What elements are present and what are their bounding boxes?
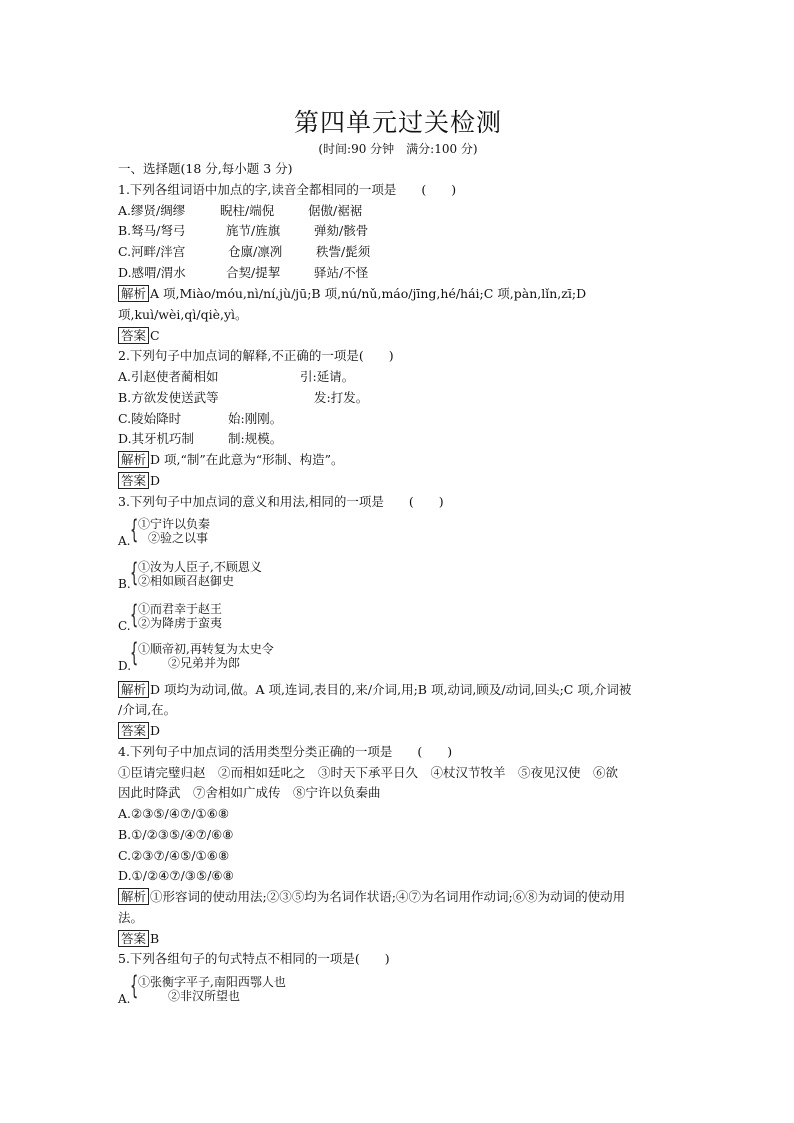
q4-analysis: 解析 ①形容词的使动用法;②③⑤均为名词作状语;④⑦为名词用作动词;⑥⑧为动词的使动用 — [118, 888, 625, 906]
q3-analysis: 解析 D 项均为动词,做。A 项,连词,表目的,来/介词,用;B 项,动词,顾及/动词,回头;C 项,介词被 — [118, 681, 631, 699]
answer-tag: 答案 — [118, 930, 149, 947]
q3-option-c: { C. ①而君幸于赵王 ②为降虏于蛮夷 — [118, 600, 223, 633]
answer-tag: 答案 — [118, 472, 149, 489]
brace-icon: { — [130, 600, 139, 630]
q5-stem: 5.下列各组句子的句式特点不相同的一项是( ) — [118, 951, 390, 966]
q1-analysis: 解析 A 项,Miào/móu,nì/ní,jù/jū;B 项,nú/nǔ,máo/jīng,hé/hái;C 项,pàn,lǐn,zī;D — [118, 285, 586, 303]
analysis-tag: 解析 — [118, 451, 149, 468]
q3-option-b: { B. ①汝为人臣子,不顾恩义 ②相如顾召赵御史 — [118, 558, 262, 591]
q4-analysis-cont: 法。 — [118, 910, 144, 925]
document-page: 第四单元过关检测 (时间:90 分钟 满分:100 分) 一、选择题(18 分,每小题 3 分) 1.下列各组词语中加点的字,读音全都相同的一项是 ( ) A.缪贤/绸缪 睨柱/端倪 倨傲/裾裾 B.驽马/弩弓 旄节/旌旗 弹劾/骸骨 C.河畔/泮宫 仓廪/凛冽 秩訾/髭须 D.感喟/渭水 合契/提挈 驿站/不怪 解析 A 项,Miào/móu,nì/ní,jù/jū;B 项,nú/nǔ,máo/jīng,hé/hái;C 项,pàn,lǐn,zī;D 项,kuì/wèi,qì/qiè,yì。 答案 C 2.下列句子中加点词的解释,不正确的一项是( ) A.引赵使者蔺相如 引:延请。 B.方欲发使送武等 发:打发。 C.陵始降时 始:刚刚。 D.其牙机巧制 制:规模。 解析 D 项,“制”在此意为“形制、构造”。 答案 D 3.下列句子中加点词的意义和用法,相同的一项是 ( ) { A. ①宁许以负秦 ②验之以事 { B. ①汝为人臣子,不顾恩义 ②相如顾召赵御史 { C. ①而君幸于赵王 ②为降虏于蛮夷 { D. ①顺帝初,再转复为太史令 ②兄弟并为郎 解析 D 项均为动词,做。A 项,连词,表目的,来/介词,用;B 项,动词,顾及/动词,回头;C 项,介词被 /介词,在。 答案 D 4.下列句子中加点词的活用类型分类正确的一项是 ( ) ①臣请完璧归赵 ②而相如廷叱之 ③时天下承平日久 ④杖汉节牧羊 ⑤夜见汉使 ⑥欲 因此时降武 ⑦舍相如广成传 ⑧宁许以负秦曲 A.②③⑤/④⑦/①⑥⑧ B.①/②③⑤/④⑦/⑥⑧ C.②③⑦/④⑤/①⑥⑧ D.①/②④⑦/③⑤/⑥⑧ 解析 ①形容词的使动用法;②③⑤均为名词作状语;④⑦为名词用作动词;⑥⑧为动词的使动用 法。 答案 B 5.下列各组句子的句式特点不相同的一项是( ) { A. ①张衡字平子,南阳西鄂人也 ②非汉所望也 — [118, 0, 678, 1123]
q1-answer: 答案 C — [118, 327, 160, 345]
q1-analysis-cont: 项,kuì/wèi,qì/qiè,yì。 — [118, 307, 248, 322]
q2-answer: 答案 D — [118, 472, 160, 490]
page-title: 第四单元过关检测 — [293, 108, 502, 137]
q3-answer: 答案 D — [118, 722, 160, 740]
q4-stem: 4.下列句子中加点词的活用类型分类正确的一项是 ( ) — [118, 744, 453, 759]
q4-option-c: C.②③⑦/④⑤/①⑥⑧ — [118, 848, 230, 863]
q4-answer: 答案 B — [118, 930, 159, 948]
q2-analysis: 解析 D 项,“制”在此意为“形制、构造”。 — [118, 451, 344, 469]
brace-icon: { — [130, 638, 139, 668]
analysis-tag: 解析 — [118, 681, 149, 698]
q3-option-d: { D. ①顺帝初,再转复为太史令 ②兄弟并为郎 — [118, 638, 274, 673]
q4-option-d: D.①/②④⑦/③⑤/⑥⑧ — [118, 868, 234, 883]
answer-tag: 答案 — [118, 327, 149, 344]
q4-option-a: A.②③⑤/④⑦/①⑥⑧ — [118, 806, 230, 821]
q3-option-a: { A. ①宁许以负秦 ②验之以事 — [118, 515, 211, 548]
q5-option-a: { A. ①张衡字平子,南阳西鄂人也 ②非汉所望也 — [118, 971, 286, 1006]
page-subtitle: (时间:90 分钟 满分:100 分) — [318, 142, 478, 156]
q2-stem: 2.下列句子中加点词的解释,不正确的一项是( ) — [118, 348, 394, 363]
q3-analysis-cont: /介词,在。 — [118, 702, 177, 717]
brace-icon: { — [130, 515, 139, 545]
brace-icon: { — [130, 558, 139, 588]
analysis-tag: 解析 — [118, 285, 149, 302]
q1-stem: 1.下列各组词语中加点的字,读音全都相同的一项是 ( ) — [118, 182, 457, 197]
q4-sentences: ①臣请完璧归赵 ②而相如廷叱之 ③时天下承平日久 ④杖汉节牧羊 ⑤夜见汉使 ⑥欲 — [118, 765, 619, 780]
q3-stem: 3.下列句子中加点词的意义和用法,相同的一项是 ( ) — [118, 494, 444, 509]
brace-icon: { — [130, 971, 139, 1001]
section-heading: 一、选择题(18 分,每小题 3 分) — [118, 161, 293, 176]
analysis-tag: 解析 — [118, 888, 149, 905]
q4-option-b: B.①/②③⑤/④⑦/⑥⑧ — [118, 827, 234, 842]
q4-sentences-cont: 因此时降武 ⑦舍相如广成传 ⑧宁许以负秦曲 — [118, 785, 381, 800]
answer-tag: 答案 — [118, 722, 149, 739]
